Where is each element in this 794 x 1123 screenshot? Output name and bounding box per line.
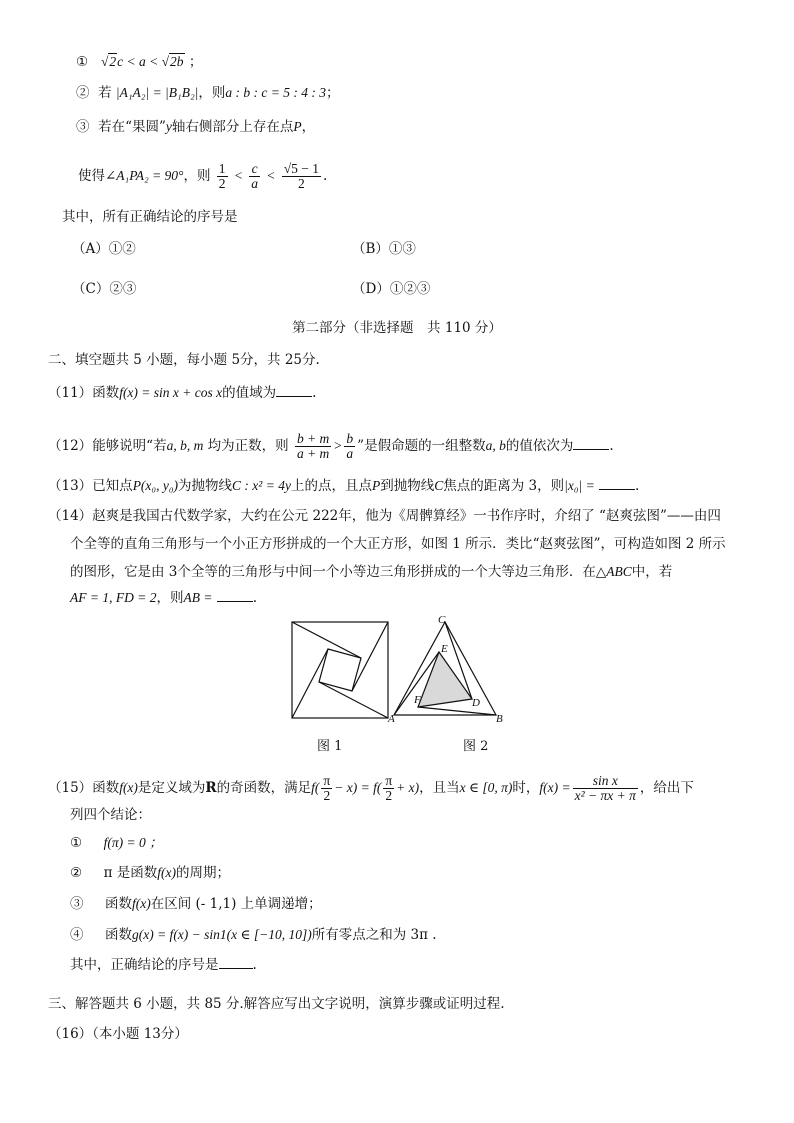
q-text: 中，若 [631,564,673,580]
math-expr: + x) [396,780,420,795]
frac-c-a: $\frac{c}{a}$ [251,161,258,191]
math-set-r: R [205,780,217,796]
math-expr: − x) = f( [334,780,382,795]
label-b: B [496,713,503,725]
q-tail: . [609,438,614,454]
q-text: 焦点的距离为 3，则 [443,478,565,494]
q-num: （12） [48,438,93,454]
item-num: ① [76,54,89,70]
frac-sqrt5: $\frac{√5 - 1}{2}$ [283,161,319,191]
figure-2-caption: 图 2 [463,739,489,754]
q-text: 均为正数，则 [207,438,289,454]
item-text: 函数 [104,927,132,943]
frac-pi-2: $\frac{\pi}{2}$ [323,773,331,803]
math-expr: a : b : c = 5 : 4 : 3 [225,85,326,100]
q-text: ，则 [156,590,184,606]
question-stem: 其中，所有正确结论的序号是 [62,209,238,225]
question-12 [48,428,614,464]
item-tail: ； [325,85,340,101]
math-var: y [165,119,172,134]
math-expr: ∠A₁PA₂ = 90° [105,168,184,183]
answer-blank [276,396,312,397]
option-c: （C）②③ [72,281,137,297]
item-2 [76,83,339,103]
answer-blank [599,489,635,490]
math-expr: |x₀| = [564,478,595,493]
item-tail: 在区间 (- 1,1) 上单调递增； [150,896,322,912]
item-tail: ， [301,119,316,135]
math-expr: f(x) = sin x + cos x [119,385,223,400]
math-var: a, b [485,438,506,453]
math-expr: f(x) [131,896,151,911]
math-expr: f(x) [157,865,176,880]
section-three-heading: 三、解答题共 6 小题，共 85 分.解答应写出文字说明，演算步骤或证明过程. [48,996,505,1012]
math-expr: AF = 1, FD = 2 [70,590,157,605]
math-expr: |A₁A₂| = |B₁B₂| [115,85,199,100]
item-num: ② [76,85,90,101]
question-14-line1 [48,506,721,526]
label-a: A [388,713,395,725]
option-b: （B）①③ [352,241,416,257]
math-op: > [333,438,343,453]
answer-blank [219,968,253,969]
math-expr: AB = [183,590,213,605]
q-text: ，且当 [419,780,460,796]
item-text: ，则 [198,85,226,101]
item-3-cont: 使得∠A₁PA₂ = 90°，则 $\frac{1}{2}$ < $\frac{c}{a}$ < $\frac{√5 - 1}{2}$ . [78,161,328,191]
question-16-heading: （16）（本小题 13分） [48,1026,188,1042]
math-expr: f(π) = 0 ； [103,835,163,850]
figure-1-zhao-shuang-square [292,622,388,718]
item-tail: 的周期； [175,865,230,881]
math-expr: f( [311,780,320,795]
figure-2-equilateral-triangle [394,622,496,715]
q-text: 能够说明“若 [92,438,167,454]
q-text: 时， [512,780,540,796]
math-expr: f(x) = [539,780,571,795]
frac-sinx: $\frac{\text{sin x}}{\text{x² − πx + π}}$ [574,773,636,803]
q-num: （14） [48,508,93,524]
q15-stem [70,955,257,975]
item-text: 函数 [104,896,132,912]
math-var: P [371,478,381,493]
item-1: ① √2c < a < √2b ； [76,54,203,70]
math-expr: C : x² = 4y [232,478,291,493]
q-text: 函数 [92,385,120,401]
q-text: 的值依次为 [505,438,574,454]
q-text: ，给出下 [639,780,694,796]
q-text: 上的点，且点 [290,478,372,494]
q-text: 的图形，它是由 3个全等的三角形与中间一个小等边三角形拼成的一个大等边三角形．在 [70,564,596,580]
math-expr: g(x) = f(x) − sin1(x ∈ [−10, 10]) [131,927,312,942]
figure-1-caption: 图 1 [317,739,343,754]
question-11 [48,383,316,403]
inner-triangle-shaded [418,652,472,707]
question-14-line2: 个全等的直角三角形与一个小正方形拼成的一个大正方形，如图 1 所示．类比“赵爽弦图”，可构造如图 2 所示 [70,536,726,552]
q-num: （13） [48,478,93,494]
question-15-line1 [48,770,694,806]
q-text: 到抛物线 [380,478,435,494]
item-3 [76,117,315,137]
math-var: P [293,119,302,134]
math-expr: △ABC [595,564,632,579]
math-var: C [434,478,444,493]
item-text: 若在“果圆” [98,119,166,135]
option-a: （A）①② [72,241,136,257]
q15-item-4 [70,925,437,945]
frac-1-2: $\frac{1}{2}$ [218,161,226,191]
frac-b-a: $\frac{b}{a}$ [346,431,354,461]
item-text: ，则 [183,168,211,184]
question-15-line2: 列四个结论： [70,807,151,823]
q-tail: . [252,590,258,606]
item-num: ③ [70,896,84,912]
q-text: 赵爽是我国古代数学家，大约在公元 222年，他为《周髀算经》一书作序时，介绍了 “赵爽弦图”——由四 [92,508,721,524]
q-text: 为抛物线 [178,478,233,494]
q-num: （15） [48,780,93,796]
label-f: F [414,694,421,706]
item-text: 使得 [78,168,105,184]
item-num: ① [70,835,83,851]
q15-item-3 [70,894,322,914]
q-text: 的值域为 [222,385,277,401]
q-text: 其中，正确结论的序号是 [70,957,219,973]
q-text: ”是假命题的一组整数 [357,438,486,454]
q-text: 的奇函数，满足 [216,780,312,796]
question-14-line3 [70,562,672,582]
question-13 [48,476,639,496]
figures [285,612,515,757]
frac-pi-2: $\frac{\pi}{2}$ [385,773,393,803]
item-text: 若 [98,85,112,101]
question-14-line4 [70,588,257,608]
option-d: （D）①②③ [352,281,431,297]
math-var: a, b, m [166,438,204,453]
math-expr: P(x₀, y₀) [132,478,179,493]
item-tail: 所有零点之和为 3π . [311,927,437,943]
q-text: 函数 [92,780,120,796]
answer-blank [573,449,609,450]
math-expr: √2c < a < √2b [100,54,184,69]
q-tail: . [252,957,257,973]
label-d: D [472,697,480,709]
outer-square [292,622,388,718]
answer-blank [217,601,253,602]
item-num: ③ [76,119,90,135]
q-tail: . [635,478,640,494]
q-num: （11） [48,385,93,401]
q15-item-2 [70,863,230,883]
item-text: 轴右侧部分上存在点 [171,119,294,135]
q15-item-1 [70,833,163,853]
frac-bm-am: $\frac{b + m}{a + m}$ [296,431,330,461]
item-num: ④ [70,927,84,943]
math-expr: x ∈ [0, π) [459,780,513,795]
q-tail: . [312,385,317,401]
label-e: E [441,643,448,655]
section-two-heading: 二、填空题共 5 小题，每小题 5分，共 25分. [48,352,320,368]
item-text: π 是函数 [103,865,158,881]
q-text: 是定义域为 [137,780,206,796]
q-text: 已知点 [92,478,133,494]
part-two-title: 第二部分（非选择题 共 110 分） [292,320,502,336]
diagram-line [418,707,496,715]
math-expr: f(x) [119,780,138,795]
item-num: ② [70,865,83,881]
label-c: C [438,614,446,626]
item-tail: . [322,168,328,184]
